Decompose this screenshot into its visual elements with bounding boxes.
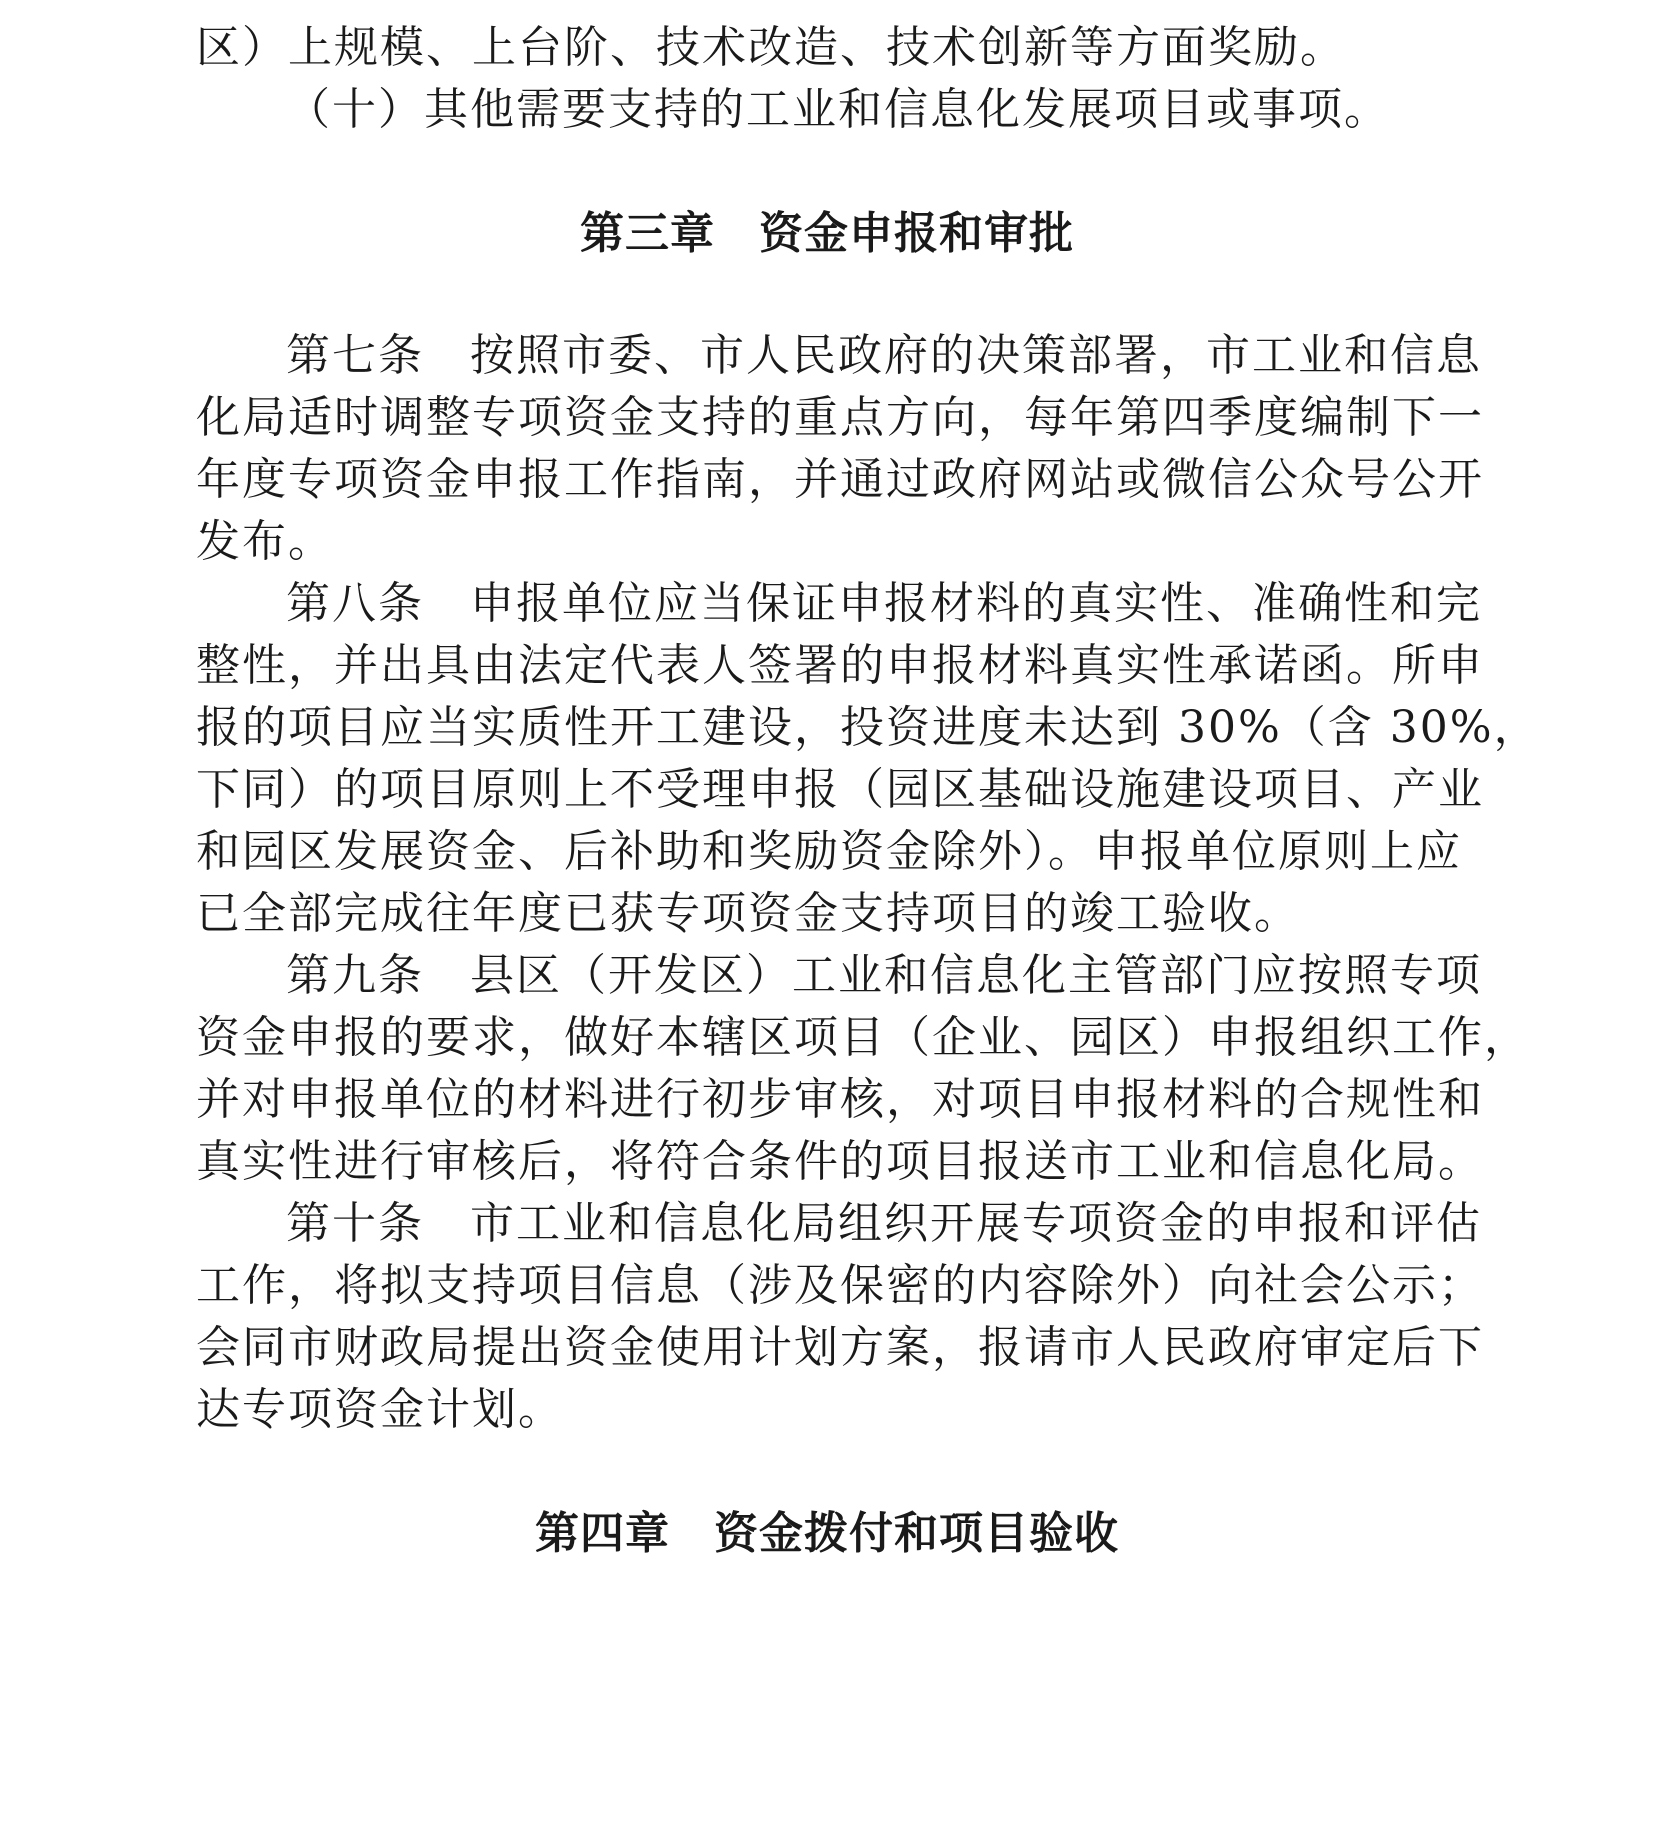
article-8-line: 和园区发展资金、后补助和奖励资金除外）。申报单位原则上应 (196, 826, 1462, 877)
article-8-line: 下同）的项目原则上不受理申报（园区基础设施建设项目、产业 (196, 764, 1484, 815)
article-7-line: 年度专项资金申报工作指南，并通过政府网站或微信公众号公开 (196, 454, 1484, 505)
article-8-line: 整性，并出具由法定代表人签署的申报材料真实性承诺函。所申 (196, 640, 1484, 691)
article-8-line: 第八条 申报单位应当保证申报材料的真实性、准确性和完 (286, 578, 1482, 629)
article-9-line: 第九条 县区（开发区）工业和信息化主管部门应按照专项 (286, 950, 1482, 1001)
article-9-line: 资金申报的要求，做好本辖区项目（企业、园区）申报组织工作， (196, 1012, 1530, 1063)
article-9-line: 真实性进行审核后，将符合条件的项目报送市工业和信息化局。 (196, 1136, 1484, 1187)
article-7-line: 第七条 按照市委、市人民政府的决策部署，市工业和信息 (286, 330, 1482, 381)
chapter-heading (0, 206, 1654, 262)
chapter-heading (0, 1506, 1654, 1562)
chapter-number: 第三章 (580, 208, 715, 259)
article-10-line: 会同市财政局提出资金使用计划方案，报请市人民政府审定后下 (196, 1322, 1484, 1373)
chapter-title: 资金拨付和项目验收 (714, 1508, 1119, 1559)
article-9-line: 并对申报单位的材料进行初步审核，对项目申报材料的合规性和 (196, 1074, 1484, 1125)
chapter-number: 第四章 (535, 1508, 670, 1559)
chapter-title: 资金申报和审批 (759, 208, 1074, 259)
article-7-line: 化局适时调整专项资金支持的重点方向，每年第四季度编制下一 (196, 392, 1484, 443)
article-10-line: 工作，将拟支持项目信息（涉及保密的内容除外）向社会公示； (196, 1260, 1484, 1311)
paragraph-line: 区）上规模、上台阶、技术改造、技术创新等方面奖励。 (196, 22, 1346, 73)
article-8-line: 报的项目应当实质性开工建设，投资进度未达到 30%（含 30%， (196, 702, 1540, 753)
article-8-line: 已全部完成往年度已获专项资金支持项目的竣工验收。 (196, 888, 1300, 939)
article-7-line: 发布。 (196, 516, 334, 567)
article-10-line: 第十条 市工业和信息化局组织开展专项资金的申报和评估 (286, 1198, 1482, 1249)
paragraph-line: （十）其他需要支持的工业和信息化发展项目或事项。 (286, 84, 1390, 135)
article-10-line: 达专项资金计划。 (196, 1384, 564, 1435)
